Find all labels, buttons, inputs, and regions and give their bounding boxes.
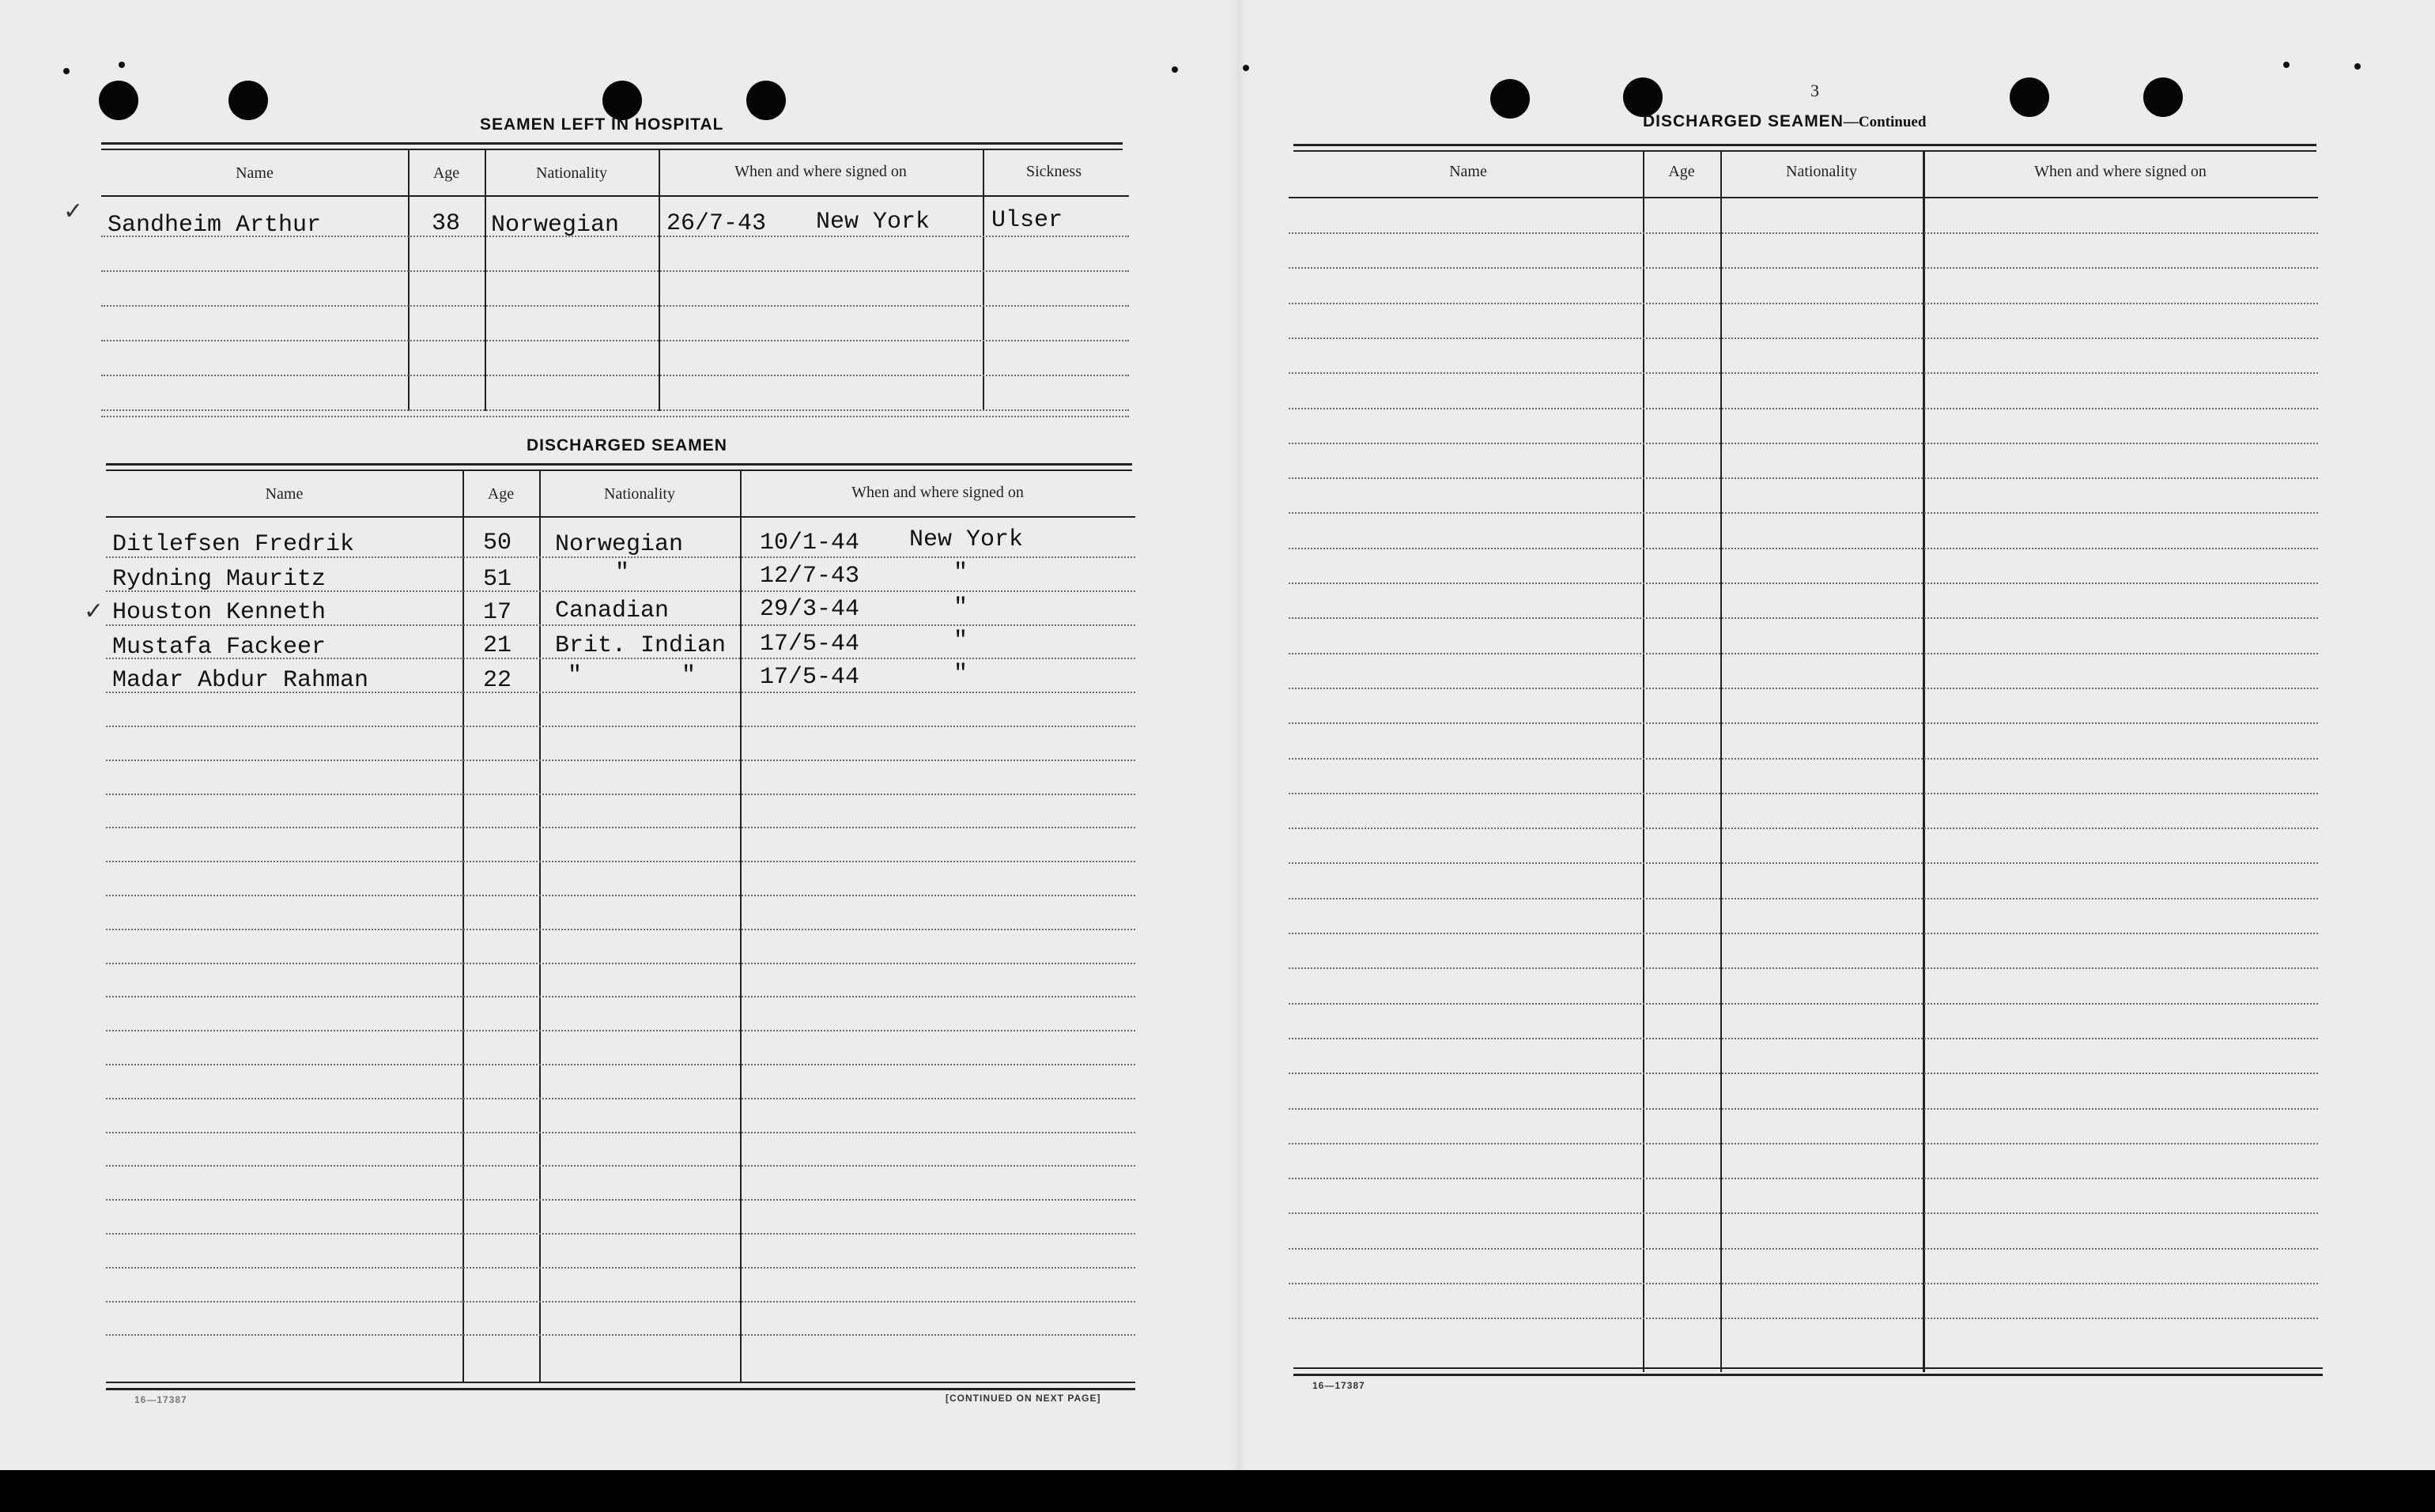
row-rule (106, 929, 1135, 930)
discharged-row-name: Mustafa Fackeer (112, 634, 327, 661)
page-fold (1230, 0, 1248, 1470)
hospital-row-date: 26/7-43 (666, 210, 767, 237)
row-rule (106, 996, 1135, 997)
row-rule (1289, 232, 2318, 234)
punch-hole (2010, 77, 2049, 117)
column-divider (1720, 150, 1722, 1372)
row-rule (1289, 372, 2318, 374)
row-rule (1289, 967, 2318, 969)
punch-hole (1623, 77, 1663, 117)
row-rule (106, 726, 1135, 727)
row-rule (1289, 477, 2318, 479)
checkmark-icon: ✓ (63, 198, 84, 225)
row-rule (1289, 1143, 2318, 1144)
column-divider (1643, 150, 1644, 1372)
speck (2283, 62, 2290, 68)
row-rule (106, 895, 1135, 896)
row-rule (106, 963, 1135, 964)
row-rule (1289, 548, 2318, 549)
checkmark-icon: ✓ (84, 598, 104, 625)
punch-hole (602, 81, 642, 120)
discharged-col-age: Age (487, 485, 515, 503)
row-rule (106, 794, 1135, 795)
speck (63, 68, 70, 74)
discharged-col-nationality: Nationality (604, 485, 675, 503)
row-rule (101, 236, 1129, 237)
discharged-row-age: 51 (483, 566, 512, 593)
form-number: 16—17387 (134, 1394, 187, 1405)
discharged-row-date: 29/3-44 (760, 596, 860, 623)
row-rule (106, 1233, 1135, 1235)
column-divider (1923, 150, 1925, 1372)
row-rule (106, 624, 1135, 626)
rule (1293, 1374, 2323, 1376)
hospital-col-signed-on: When and where signed on (734, 163, 907, 180)
row-rule (1289, 443, 2318, 444)
row-rule (1289, 617, 2318, 619)
row-rule (106, 556, 1135, 558)
rule (1293, 1367, 2323, 1369)
discharged-row-date: 12/7-43 (760, 563, 860, 590)
rule (106, 516, 1135, 518)
row-rule (106, 760, 1135, 761)
discharged-row-name: Rydning Mauritz (112, 566, 327, 593)
rule (101, 142, 1123, 145)
discharged-section-title: DISCHARGED SEAMEN (527, 436, 727, 454)
row-rule (1289, 512, 2318, 514)
hospital-row-sickness: Ulser (991, 207, 1063, 234)
punch-hole (746, 81, 786, 120)
row-rule (1289, 793, 2318, 794)
row-rule (106, 1030, 1135, 1031)
row-rule (1289, 1108, 2318, 1110)
column-divider (462, 469, 464, 1382)
row-rule (101, 340, 1129, 341)
rule (106, 463, 1132, 466)
row-rule (1289, 267, 2318, 269)
discharged-row-nationality: Brit. Indian (555, 632, 727, 659)
punch-hole (1490, 79, 1530, 119)
row-rule (106, 658, 1135, 659)
row-rule (101, 409, 1129, 411)
discharged-row-date: 10/1-44 (760, 530, 860, 556)
discharged-row-place: " (953, 628, 968, 654)
row-rule (1289, 722, 2318, 724)
right-col-nationality: Nationality (1786, 163, 1857, 180)
row-rule (106, 1064, 1135, 1065)
row-rule (1289, 408, 2318, 409)
continued-note: [CONTINUED ON NEXT PAGE] (946, 1393, 1101, 1404)
hospital-col-nationality: Nationality (536, 164, 607, 182)
row-rule (1289, 1178, 2318, 1179)
speck (119, 62, 125, 68)
row-rule (101, 270, 1129, 272)
column-divider (485, 149, 486, 411)
discharged-row-place: " (953, 661, 968, 688)
column-divider (539, 469, 541, 1382)
column-divider (659, 149, 660, 411)
right-form-number: 16—17387 (1312, 1380, 1365, 1391)
right-page-title-text: DISCHARGED SEAMEN (1643, 112, 1844, 130)
discharged-row-name: Ditlefsen Fredrik (112, 531, 355, 558)
row-rule (1289, 758, 2318, 760)
row-rule (1289, 1003, 2318, 1005)
hospital-section-title: SEAMEN LEFT IN HOSPITAL (480, 115, 724, 134)
row-rule (1289, 337, 2318, 339)
discharged-row-nationality: " " (568, 662, 697, 689)
hospital-row-place: New York (816, 209, 931, 236)
discharged-row-nationality: Norwegian (555, 531, 684, 558)
page-number: 3 (1810, 81, 1819, 100)
discharged-row-age: 22 (483, 667, 512, 694)
discharged-row-nationality: Canadian (555, 598, 670, 624)
row-rule (1289, 898, 2318, 899)
column-divider (408, 149, 410, 411)
row-rule (106, 590, 1135, 592)
row-rule (1289, 1318, 2318, 1319)
row-rule (1289, 1038, 2318, 1039)
hospital-row-nationality: Norwegian (491, 212, 620, 239)
speck (2354, 63, 2361, 70)
row-rule (1289, 1283, 2318, 1284)
row-rule (106, 861, 1135, 862)
row-rule (1289, 303, 2318, 304)
hospital-row-age: 38 (432, 210, 461, 237)
right-page-title (1643, 112, 1926, 131)
row-rule (1289, 583, 2318, 584)
discharged-row-age: 21 (483, 632, 512, 659)
row-rule (1289, 1212, 2318, 1214)
speck (1172, 66, 1178, 73)
row-rule (106, 1132, 1135, 1133)
hospital-row-name: Sandheim Arthur (108, 212, 322, 239)
discharged-row-nationality: " (615, 560, 630, 586)
row-rule (106, 1098, 1135, 1099)
row-rule (106, 1301, 1135, 1303)
rule (106, 1382, 1135, 1383)
punch-hole (2143, 77, 2183, 117)
punch-hole (228, 81, 268, 120)
row-rule (1289, 688, 2318, 689)
row-rule (106, 1165, 1135, 1167)
column-divider (740, 469, 742, 1382)
punch-hole (99, 81, 138, 120)
discharged-col-signed-on: When and where signed on (851, 484, 1024, 501)
rule (1293, 150, 2316, 152)
row-rule (101, 375, 1129, 376)
right-col-signed-on: When and where signed on (2034, 163, 2207, 180)
row-rule (106, 1334, 1135, 1336)
row-rule (1289, 1248, 2318, 1250)
right-page-title-suffix: —Continued (1843, 114, 1927, 130)
row-rule (106, 1267, 1135, 1269)
rule (101, 195, 1129, 197)
discharged-row-age: 17 (483, 599, 512, 626)
row-rule (1289, 653, 2318, 654)
row-rule (1289, 1073, 2318, 1074)
discharged-row-place: " (953, 560, 968, 586)
row-rule (101, 416, 1129, 417)
discharged-row-place: New York (909, 526, 1024, 553)
rule (1289, 197, 2318, 198)
row-rule (106, 692, 1135, 693)
right-col-name: Name (1449, 163, 1487, 180)
discharged-row-name: Madar Abdur Rahman (112, 667, 369, 694)
discharged-row-name: Houston Kenneth (112, 599, 327, 626)
discharged-row-date: 17/5-44 (760, 631, 860, 658)
right-col-age: Age (1668, 163, 1695, 180)
rule (1293, 144, 2316, 146)
discharged-row-date: 17/5-44 (760, 664, 860, 691)
row-rule (106, 1199, 1135, 1201)
rule (106, 1388, 1135, 1390)
hospital-col-name: Name (236, 164, 274, 182)
discharged-row-place: " (953, 594, 968, 621)
discharged-col-name: Name (265, 485, 304, 503)
row-rule (101, 305, 1129, 307)
row-rule (106, 827, 1135, 828)
hospital-col-sickness: Sickness (1026, 163, 1082, 180)
row-rule (1289, 828, 2318, 829)
rule (106, 469, 1132, 471)
hospital-col-age: Age (432, 164, 460, 182)
discharged-row-age: 50 (483, 530, 512, 556)
rule (101, 149, 1123, 150)
row-rule (1289, 933, 2318, 934)
speck (1243, 65, 1249, 71)
row-rule (1289, 862, 2318, 864)
column-divider (983, 149, 984, 411)
